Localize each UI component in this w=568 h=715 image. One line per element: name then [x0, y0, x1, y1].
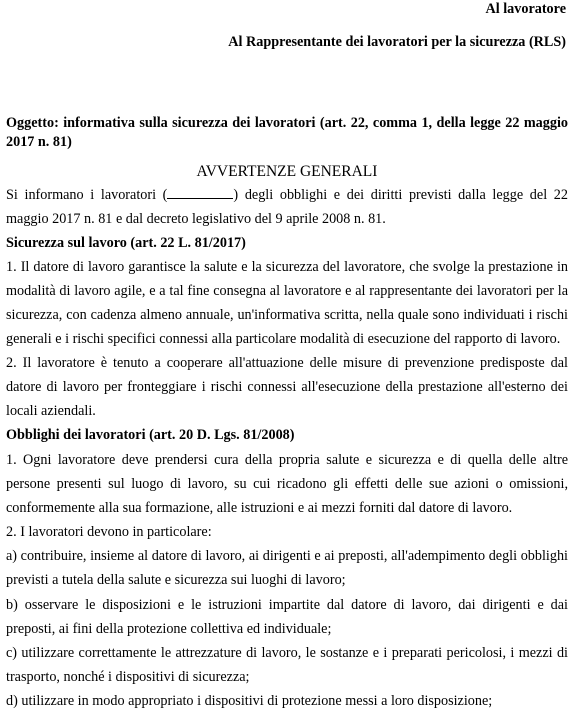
intro-paragraph [6, 183, 568, 231]
recipient-rls: Al Rappresentante dei lavoratori per la sicurezza (RLS) [228, 34, 566, 50]
safety-paragraph-1: 1. Il datore di lavoro garantisce la salute e la sicurezza del lavoratore, che svolge la prestazione in modalità di lavoro agile, e a tal fine consegna al lavoratore e al rappresentante dei lavoratori per la sicurezza, con cadenza almeno annuale, un'informativa scritta, nella quale sono individuati i rischi generali e i rischi specifici connessi alla particolare modalità di esecuzione del rapporto di lavoro. [6, 259, 568, 348]
obligation-item-b: b) osservare le disposizioni e le istruzioni impartite dal datore di lavoro, dai dirigenti e dai preposti, ai fini della protezione collettiva ed individuale; [6, 597, 568, 638]
obligations-paragraph-1: 1. Ogni lavoratore deve prendersi cura della propria salute e sicurezza e di quella delle altre persone presenti sul luogo di lavoro, su cui ricadono gli effetti delle sue azioni o omissioni, conformemente alla sua formazione, alle istruzioni e ai mezzi forniti dal datore di lavoro. [6, 452, 568, 517]
section-heading-safety: Sicurezza sul lavoro (art. 22 L. 81/2017) [6, 235, 246, 251]
obligation-item-c: c) utilizzare correttamente le attrezzature di lavoro, le sostanze e i preparati pericolosi, i mezzi di trasporto, nonché i dispositivi di sicurezza; [6, 645, 568, 686]
worker-name-blank [167, 186, 233, 199]
subject-line: Oggetto: informativa sulla sicurezza dei lavoratori (art. 22, comma 1, della legge 22 maggio 2017 n. 81) [6, 115, 568, 150]
obligation-item-a: a) contribuire, insieme al datore di lavoro, ai dirigenti e ai preposti, all'adempimento degli obblighi previsti a tutela della salute e sicurezza sui luoghi di lavoro; [6, 548, 568, 589]
safety-paragraph-2: 2. Il lavoratore è tenuto a cooperare all'attuazione delle misure di prevenzione predisposte dal datore di lavoro per fronteggiare i rischi connessi all'esecuzione della prestazione all'esterno dei locali aziendali. [6, 355, 568, 420]
section-heading-obligations: Obblighi dei lavoratori (art. 20 D. Lgs. 81/2008) [6, 427, 295, 443]
intro-text-end: ) degli obblighi e dei diritti previsti dalla legge del 22 maggio 2017 n. 81 e dal decreto legislativo del 9 aprile 2008 n. 81. [6, 187, 568, 228]
obligation-item-d: d) utilizzare in modo appropriato i dispositivi di protezione messi a loro disposizione; [6, 693, 493, 709]
document-title: AVVERTENZE GENERALI [196, 163, 378, 180]
intro-text-start: Si informano i lavoratori ( [6, 187, 168, 203]
recipient-worker: Al lavoratore [485, 1, 566, 17]
obligations-paragraph-2: 2. I lavoratori devono in particolare: [6, 524, 212, 540]
